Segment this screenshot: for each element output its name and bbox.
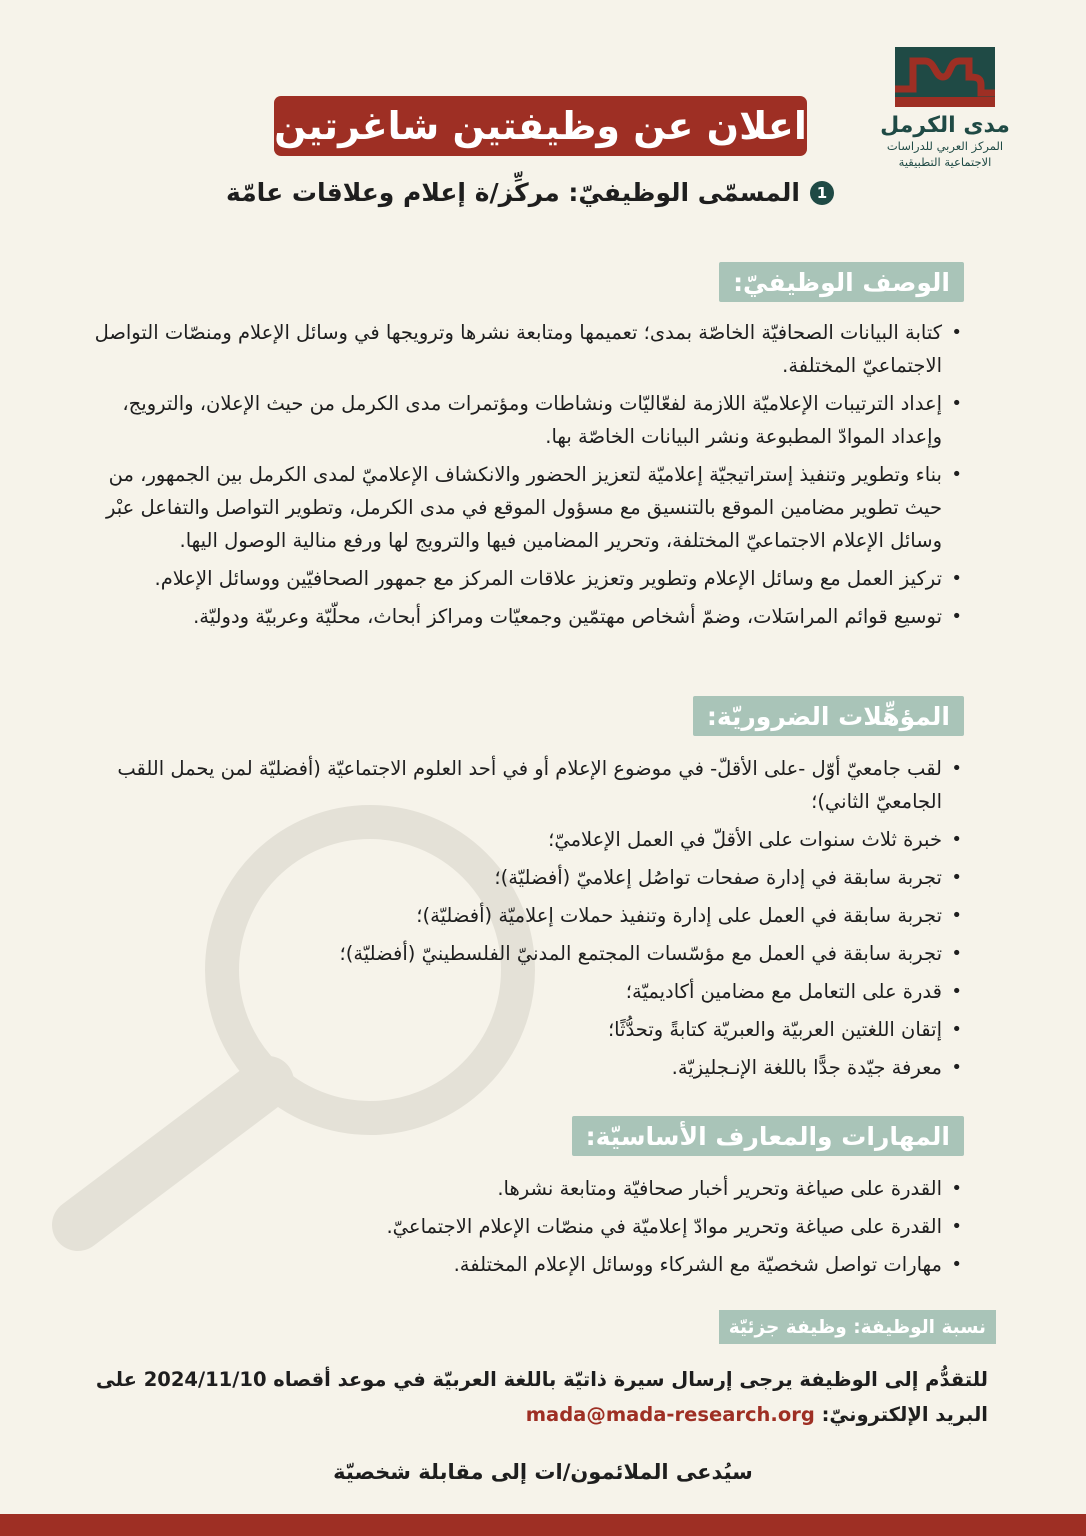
apply-instructions xyxy=(88,1362,988,1432)
apply-text: للتقدُّم إلى الوظيفة يرجى إرسال سيرة ذاتيّة باللغة العربيّة في موعد أقصاه 2024/11/10 على البريد الإلكترونيّ: xyxy=(95,1368,988,1426)
list-item: • قدرة على التعامل مع مضامين أكاديميّة؛ xyxy=(92,975,942,1008)
list-item: • مهارات تواصل شخصيّة مع الشركاء ووسائل الإعلام المختلفة. xyxy=(92,1248,942,1281)
job-number-badge: 1 xyxy=(810,181,834,205)
list-item: • القدرة على صياغة وتحرير موادّ إعلاميّة في منصّات الإعلام الاجتماعيّ. xyxy=(92,1210,942,1243)
logo-subtitle-line1: المركز العربي للدراسات xyxy=(886,139,1004,153)
list-item: • كتابة البيانات الصحافيّة الخاصّة بمدى؛ تعميمها ومتابعة نشرها وترويجها في وسائل الإعلام ومنصّات التواصل الاجتماعيّ المختلفة. xyxy=(92,316,942,382)
list-item: • لقب جامعيّ أوّل -على الأقلّ- في موضوع الإعلام أو في أحد العلوم الاجتماعيّة (أفضليّة لمن يحمل اللقب الجامعيّ الثاني)؛ xyxy=(92,752,942,818)
logo-subtitle-line2: الاجتماعية التطبيقية xyxy=(898,155,992,170)
list-item: • تركيز العمل مع وسائل الإعلام وتطوير وتعزيز علاقات المركز مع جمهور الصحافيّين ووسائل الإعلام. xyxy=(92,562,942,595)
skills-list xyxy=(92,1172,964,1286)
job-nature-tag: نسبة الوظيفة: وظيفة جزئيّة xyxy=(719,1310,996,1344)
interview-note: سيُدعى الملائمون/ات إلى مقابلة شخصيّة xyxy=(333,1460,753,1484)
description-list xyxy=(92,316,964,638)
qualifications-list xyxy=(92,752,964,1089)
bottom-bar xyxy=(0,1514,1086,1536)
headline-banner: اعلان عن وظيفتين شاغرتين xyxy=(274,96,807,156)
list-item: • إتقان اللغتين العربيّة والعبريّة كتابةً وتحدُّثًا؛ xyxy=(92,1013,942,1046)
list-item: • القدرة على صياغة وتحرير أخبار صحافيّة ومتابعة نشرها. xyxy=(92,1172,942,1205)
logo-mark-icon xyxy=(895,47,995,107)
section-header-skills: المهارات والمعارف الأساسيّة: xyxy=(572,1116,964,1156)
list-item: • تجربة سابقة في العمل مع مؤسّسات المجتمع المدنيّ الفلسطينيّ (أفضليّة)؛ xyxy=(92,937,942,970)
mada-logo xyxy=(855,47,1035,170)
email-link[interactable]: mada@mada-research.org xyxy=(525,1403,815,1426)
list-item: • خبرة ثلاث سنوات على الأقلّ في العمل الإعلاميّ؛ xyxy=(92,823,942,856)
logo-name: مدى الكرمل xyxy=(880,113,1010,138)
job-title-row xyxy=(226,178,834,207)
list-item: • تجربة سابقة في العمل على إدارة وتنفيذ حملات إعلاميّة (أفضليّة)؛ xyxy=(92,899,942,932)
list-item: • إعداد الترتيبات الإعلاميّة اللازمة لفعّاليّات ونشاطات ومؤتمرات مدى الكرمل من حيث الإعلان، والترويج، وإعداد الموادّ المطبوعة ونشر البيانات الخاصّة بها. xyxy=(92,387,942,453)
list-item: • تجربة سابقة في إدارة صفحات تواصُل إعلاميّ (أفضليّة)؛ xyxy=(92,861,942,894)
list-item: • معرفة جيّدة جدًّا باللغة الإنـجليزيّة. xyxy=(92,1051,942,1084)
job-title-text: المسمّى الوظيفيّ: مركِّز/ة إعلام وعلاقات عامّة xyxy=(226,178,800,207)
list-item: • توسيع قوائم المراسَلات، وضمّ أشخاص مهتمّين وجمعيّات ومراكز أبحاث، محلّيّة وعربيّة ودوليّة. xyxy=(92,600,942,633)
section-header-qualifications: المؤهِّلات الضروريّة: xyxy=(693,696,964,736)
section-header-description: الوصف الوظيفيّ: xyxy=(719,262,964,302)
list-item: • بناء وتطوير وتنفيذ إستراتيجيّة إعلاميّة لتعزيز الحضور والانكشاف الإعلاميّ لمدى الكرمل بين الجمهور، من حيث تطوير مضامين الموقع بالتنسيق مع مسؤول الموقع في مدى الكرمل، وتطوير التواصل والتفاعل عبْر وسائل الإعلام الاجتماعيّ المختلفة، وتحرير المضامين فيها والترويج لها ورفع منالية الوصول اليها. xyxy=(92,458,942,557)
